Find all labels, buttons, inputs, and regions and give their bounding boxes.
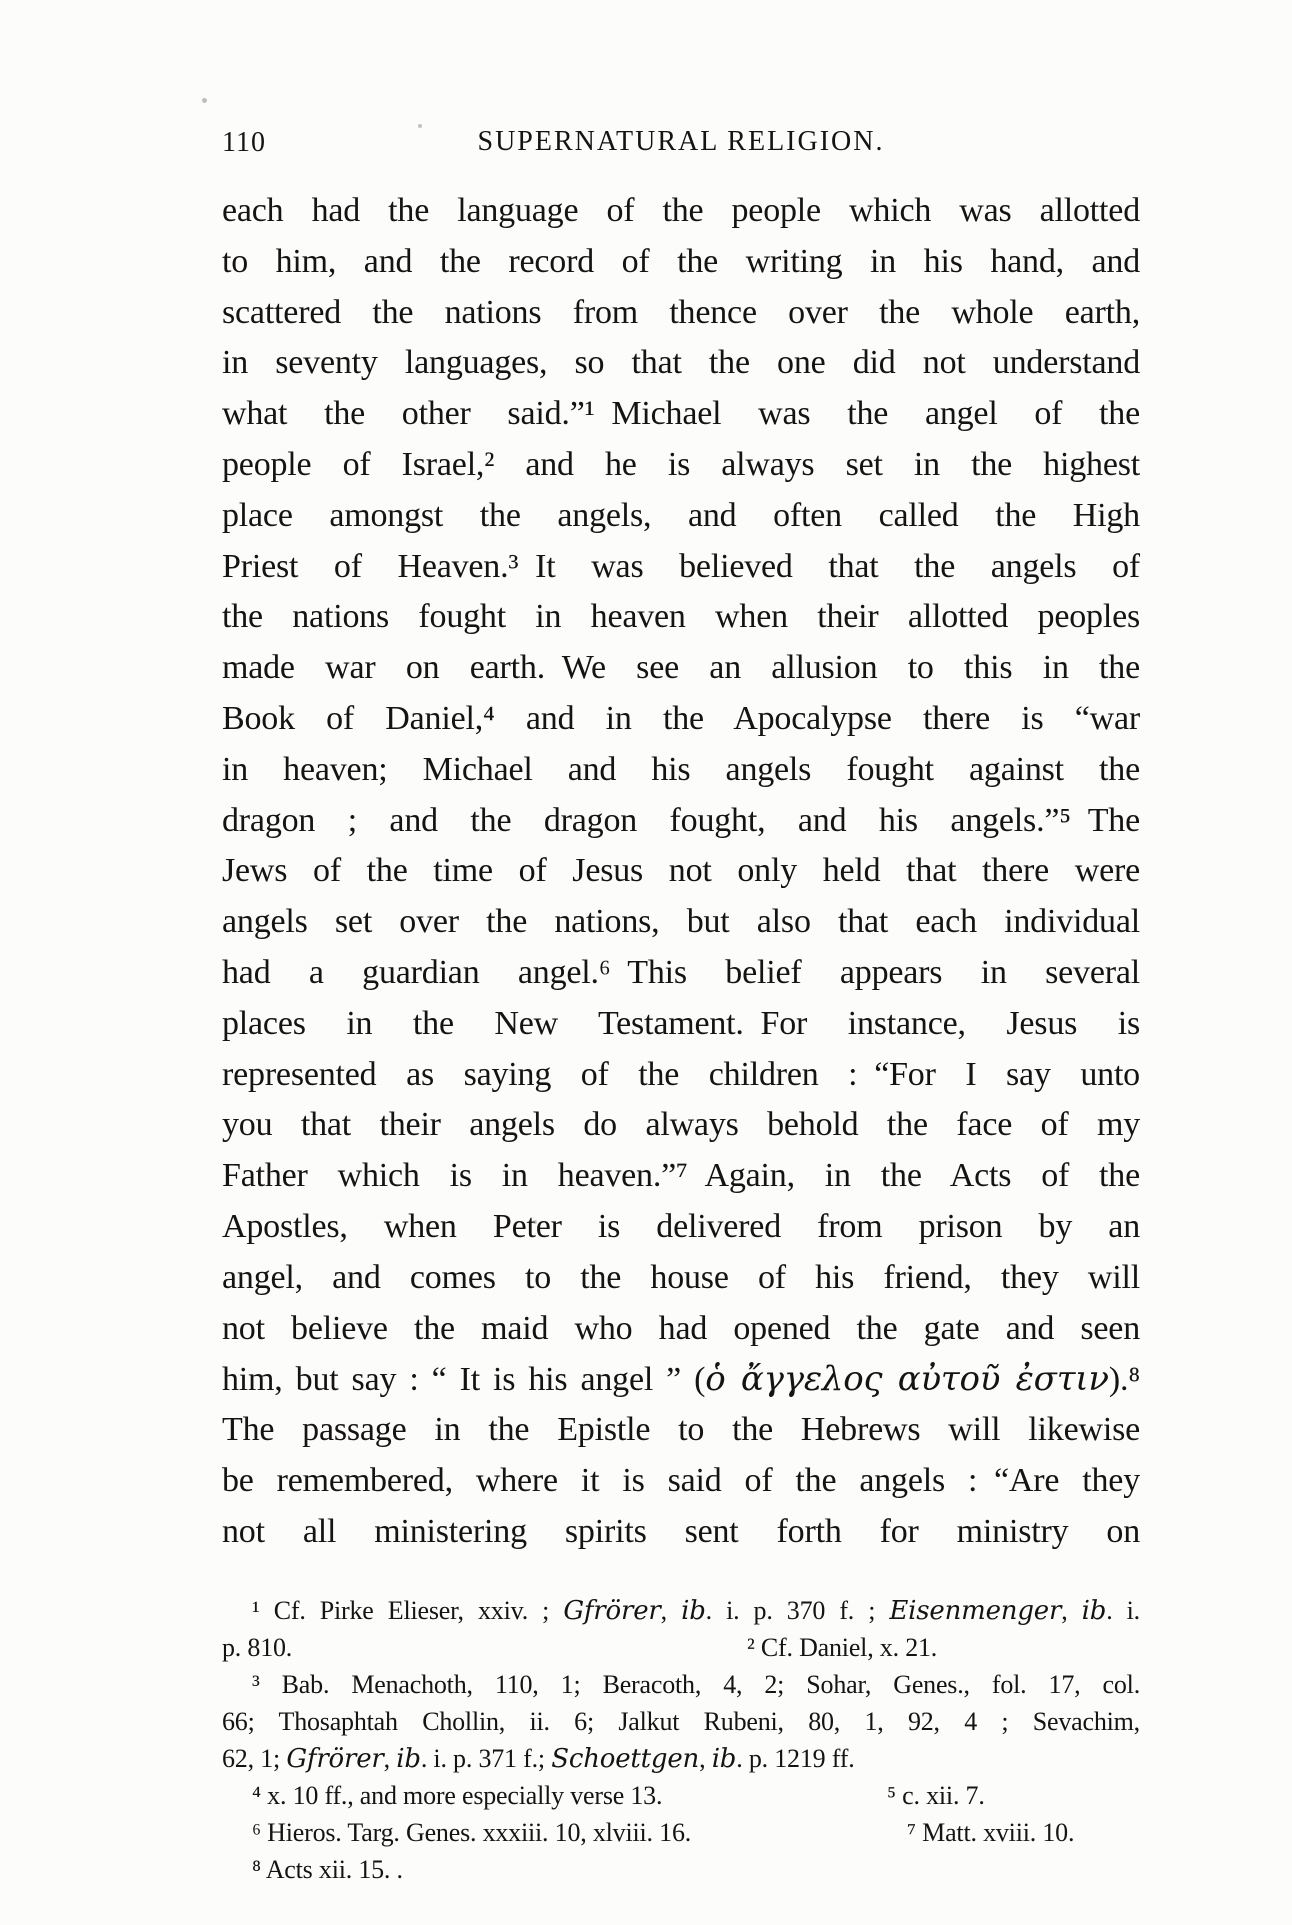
body-line: places in the New Testament. For instance, Jesus is: [222, 1004, 1140, 1042]
footnote-line: [222, 1629, 1140, 1666]
body-line: not all ministering spirits sent forth for ministry on: [222, 1512, 1140, 1550]
footnote-line: [222, 1851, 1140, 1888]
body-line: made war on earth. We see an allusion to this in the: [222, 649, 1140, 687]
body-line: Jews of the time of Jesus not only held that there were: [222, 852, 1140, 890]
footnote-line: [222, 1703, 1140, 1740]
page-header: [222, 126, 1140, 158]
body-line: dragon ; and the dragon fought, and his angels.”⁵ The: [222, 801, 1140, 839]
body-line: angel, and comes to the house of his friend, they will: [222, 1258, 1140, 1296]
body-line: scattered the nations from thence over the whole earth,: [222, 293, 1140, 331]
body-line: what the other said.”¹ Michael was the angel of the: [222, 395, 1140, 433]
footnote-text: ³ Bab. Menachoth, 110, 1; Beracoth, 4, 2; Sohar, Genes., fol. 17, col.: [252, 1670, 1140, 1699]
footnote-line: [222, 1740, 1140, 1777]
scan-artifact: [418, 124, 422, 128]
footnote-text: 62, 1; Gfrörer, ib. i. p. 371 f.; Schoettgen, ib. p. 1219 ff.: [222, 1744, 855, 1774]
footnote-text: p. 810.: [222, 1633, 293, 1662]
body-line: place amongst the angels, and often called the High: [222, 496, 1140, 534]
scan-artifact: [533, 1220, 537, 1224]
footnotes: [222, 1592, 1140, 1888]
body-line: The passage in the Epistle to the Hebrews will likewise: [222, 1411, 1140, 1449]
footnote-text: ⁵ c. xii. 7.: [887, 1781, 985, 1810]
footnote-text: ⁷ Matt. xviii. 10.: [907, 1818, 1075, 1847]
body-line: in heaven; Michael and his angels fought against the: [222, 750, 1140, 788]
footnote-text: ⁴ x. 10 ff., and more especially verse 13.: [252, 1781, 663, 1810]
body-line: the nations fought in heaven when their allotted peoples: [222, 598, 1140, 636]
body-line: Priest of Heaven.³ It was believed that the angels of: [222, 547, 1140, 585]
footnote-line: [222, 1777, 1140, 1814]
body-line: Father which is in heaven.”⁷ Again, in the Acts of the: [222, 1157, 1140, 1195]
body-line: not believe the maid who had opened the gate and seen: [222, 1309, 1140, 1347]
body-line: in seventy languages, so that the one did not understand: [222, 344, 1140, 382]
body-line: represented as saying of the children : “For I say unto: [222, 1055, 1140, 1093]
running-title: SUPERNATURAL RELIGION.: [477, 126, 885, 157]
footnote-line: [222, 1666, 1140, 1703]
footnote-text: ⁶ Hieros. Targ. Genes. xxxiii. 10, xlviii. 16.: [252, 1818, 692, 1847]
footnote-text: ² Cf. Daniel, x. 21.: [747, 1633, 938, 1662]
body-line: be remembered, where it is said of the angels : “Are they: [222, 1461, 1140, 1499]
body-line: you that their angels do always behold the face of my: [222, 1106, 1140, 1144]
footnote-text: ⁸ Acts xii. 15. .: [252, 1855, 403, 1884]
footnote-line: [222, 1592, 1140, 1629]
body-line: had a guardian angel.⁶ This belief appears in several: [222, 953, 1140, 991]
footnote-text: 66; Thosaphtah Chollin, ii. 6; Jalkut Rubeni, 80, 1, 92, 4 ; Sevachim,: [222, 1707, 1140, 1736]
body-line: him, but say : “ It is his angel ” (ὁ ἄγγελος αὐτοῦ ἐστιν).⁸: [222, 1359, 1140, 1400]
footnote-text: ¹ Cf. Pirke Elieser, xxiv. ; Gfrörer, ib. i. p. 370 f. ; Eisenmenger, ib. i.: [252, 1596, 1140, 1626]
body-line: people of Israel,² and he is always set in the highest: [222, 445, 1140, 483]
body-line: Apostles, when Peter is delivered from prison by an: [222, 1207, 1140, 1245]
body-line: to him, and the record of the writing in his hand, and: [222, 242, 1140, 280]
footnote-line: [222, 1814, 1140, 1851]
page-number: 110: [222, 127, 266, 158]
body-line: each had the language of the people which was allotted: [222, 192, 1140, 229]
body-line: angels set over the nations, but also that each individual: [222, 903, 1140, 941]
body-line: Book of Daniel,⁴ and in the Apocalypse there is “war: [222, 699, 1140, 737]
scan-artifact: [202, 98, 207, 103]
body-text: [222, 186, 1140, 1558]
